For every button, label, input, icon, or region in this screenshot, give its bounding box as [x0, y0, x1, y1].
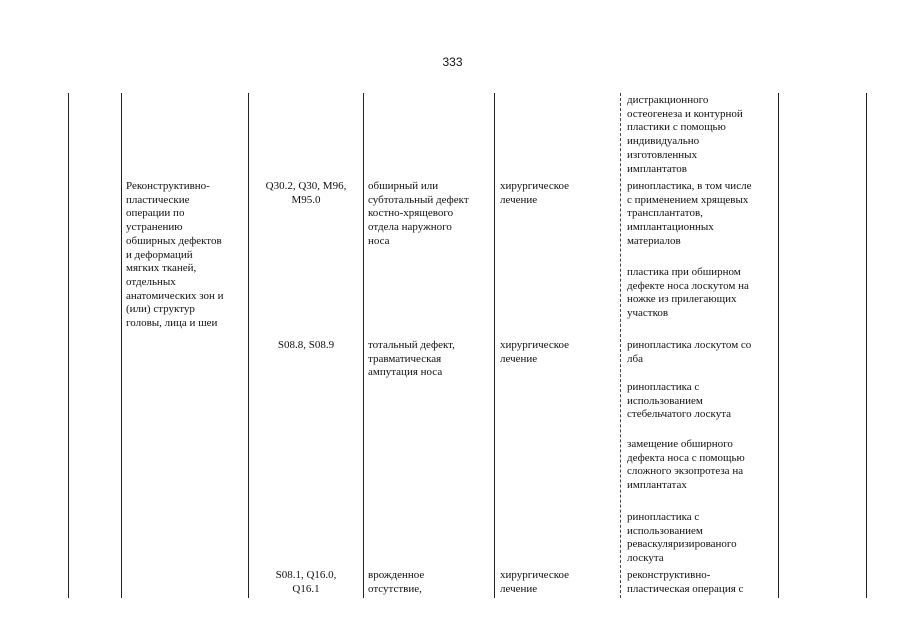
- column-divider-3: [363, 93, 364, 598]
- method-continuation: дистракционного остеогенеза и контурной пластики с помощью индивидуально изготовленных имплантатов: [627, 94, 743, 175]
- row-3-codes: S08.1, Q16.0, Q16.1: [275, 569, 337, 595]
- row-1-treatment: хирургическое лечение: [500, 180, 570, 206]
- row-2-treatment: хирургическое лечение: [500, 339, 570, 365]
- row-2-codes: S08.8, S08.9: [277, 339, 335, 351]
- row-1-method-1: ринопластика, в том числе с применением хрящевых трансплантатов, имплантационных материалов: [627, 180, 752, 247]
- row-2-method-4: ринопластика с использованием реваскуляризированого лоскута: [627, 511, 737, 565]
- table-border-left: [68, 93, 69, 598]
- row-1-method-2: пластика при обширном дефекте носа лоскутом на ножке из прилегающих участков: [627, 266, 749, 320]
- column-divider-6: [778, 93, 779, 598]
- row-1-model: обширный или субтотальный дефект костно-хрящевого отдела наружного носа: [368, 180, 469, 247]
- row-2-model: тотальный дефект, травматическая ампутация носа: [368, 339, 455, 379]
- row-2-method-1: ринопластика лоскутом со лба: [627, 339, 752, 365]
- row-2-method-2: ринопластика с использованием стебельчатого лоскута: [627, 381, 732, 421]
- table-border-right: [866, 93, 867, 598]
- row-2-method-3: замещение обширного дефекта носа с помощью сложного экзопротеза на имплантатах: [627, 438, 745, 492]
- page-number: 333: [442, 55, 463, 69]
- group-title: Реконструктивно- пластические операции по устранению обширных дефектов и деформаций мягких тканей, отдельных анатомических зон и (или) структур головы, лица и шеи: [126, 180, 224, 330]
- column-divider-2: [248, 93, 249, 598]
- row-1-codes: Q30.2, Q30, M96, M95.0: [265, 180, 347, 206]
- row-3-treatment: хирургическое лечение: [500, 569, 570, 595]
- column-divider-5: [620, 93, 621, 598]
- row-3-method-1: реконструктивно- пластическая операция с: [627, 569, 744, 595]
- row-3-model: врожденное отсутствие,: [368, 569, 425, 595]
- column-divider-1: [121, 93, 122, 598]
- column-divider-4: [494, 93, 495, 598]
